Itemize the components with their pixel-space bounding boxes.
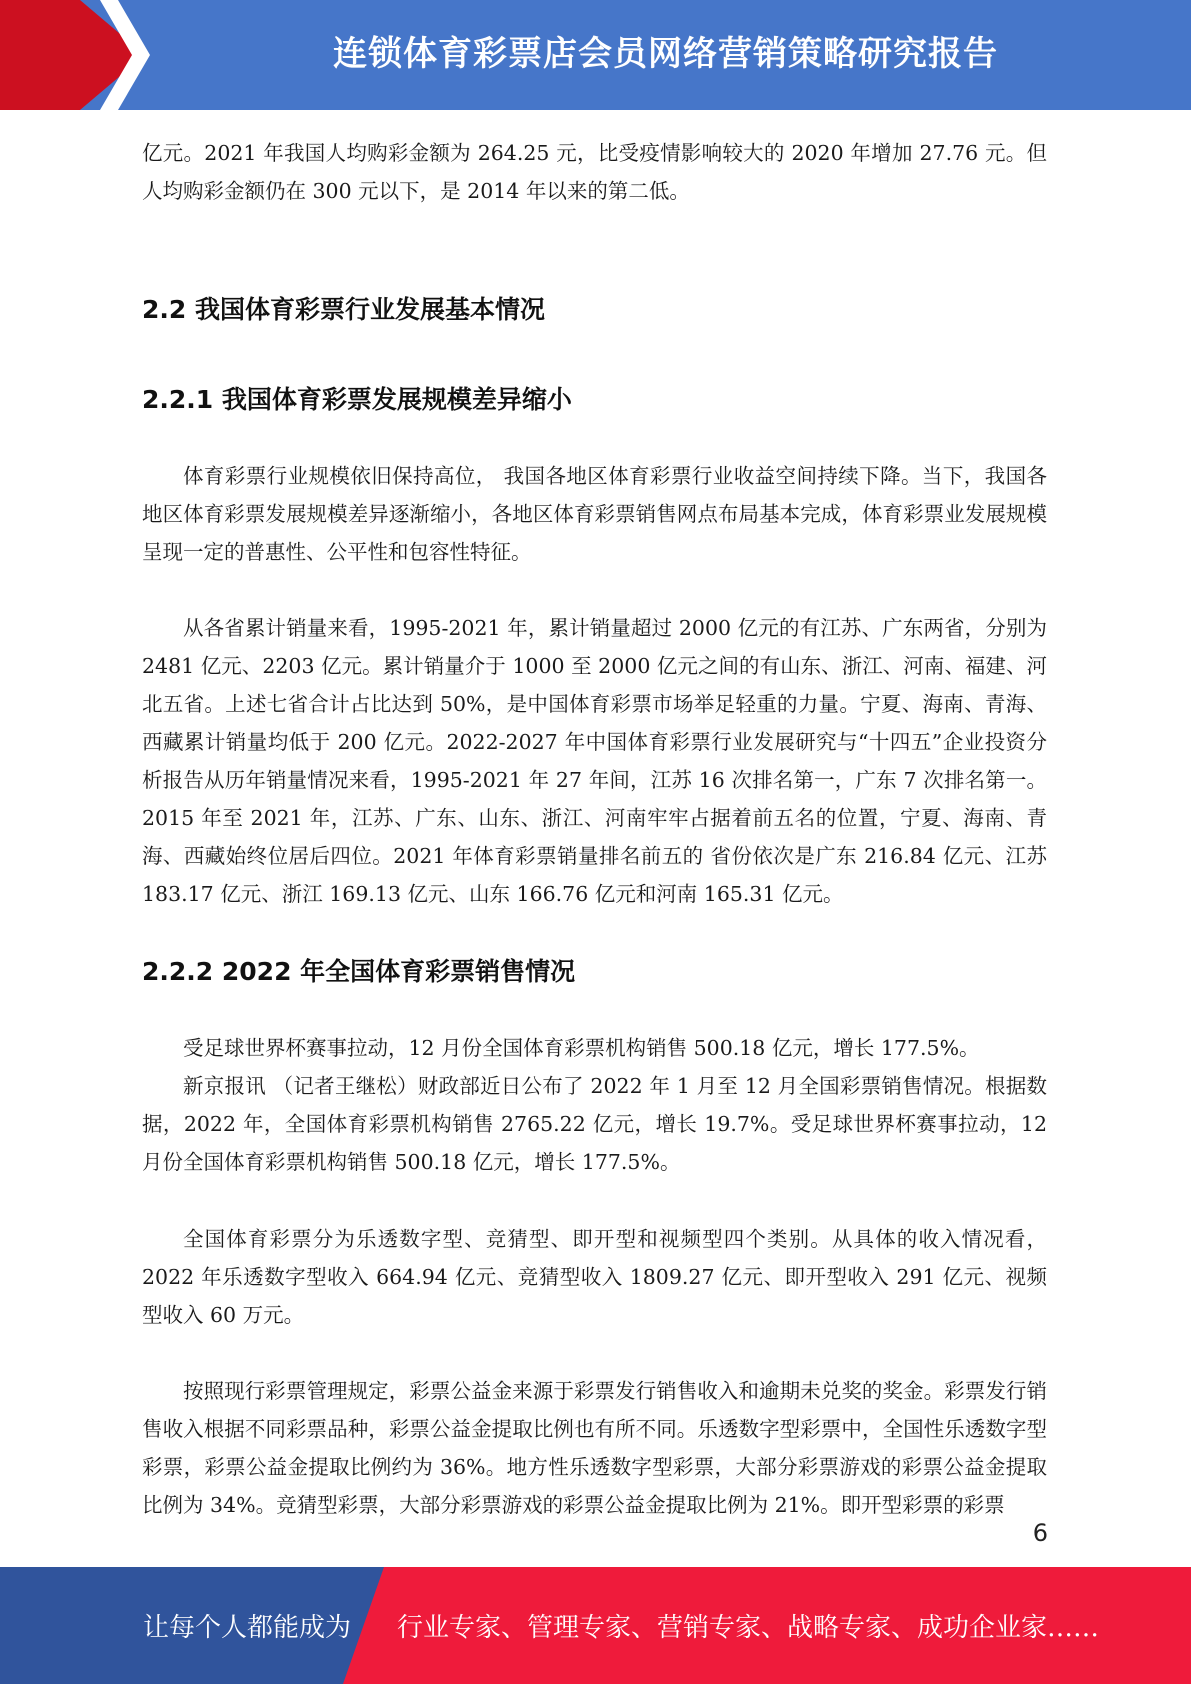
page-header-title: 连锁体育彩票店会员网络营销策略研究报告 bbox=[333, 34, 998, 74]
paragraph-worldcup: 受足球世界杯赛事拉动，12 月份全国体育彩票机构销售 500.18 亿元，增长 177.5%。 bbox=[183, 1036, 980, 1060]
section-heading-2-2-1: 2.2.1 我国体育彩票发展规模差异缩小 bbox=[142, 385, 572, 414]
intro-paragraph: 亿元。2021 年我国人均购彩金额为 264.25 元，比受疫情影响较大的 2020 年增加 27.76 元。但人均购彩金额仍在 300 元以下，是 2014 年以来的第二低。 bbox=[142, 141, 1047, 203]
page-number: 6 bbox=[1032, 1519, 1048, 1547]
paragraph-categories: 全国体育彩票分为乐透数字型、竞猜型、即开型和视频型四个类别。从具体的收入情况看，2022 年乐透数字型收入 664.94 亿元、竞猜型收入 1809.27 亿元、即开型收入 291 亿元、视频型收入 60 万元。 bbox=[142, 1227, 1047, 1327]
section-heading-2-2-2: 2.2.2 2022 年全国体育彩票销售情况 bbox=[142, 957, 576, 986]
footer-slogan-right: 行业专家、管理专家、营销专家、战略专家、成功企业家…… bbox=[397, 1613, 1100, 1643]
paragraph-scale: 体育彩票行业规模依旧保持高位， 我国各地区体育彩票行业收益空间持续下降。当下，我国各地区体育彩票发展规模差异逐渐缩小，各地区体育彩票销售网点布局基本完成，体育彩票业发展规模呈现一定的普惠性、公平性和包容性特征。 bbox=[142, 464, 1047, 564]
paragraph-public-welfare: 按照现行彩票管理规定，彩票公益金来源于彩票发行销售收入和逾期未兑奖的奖金。彩票发行销售收入根据不同彩票品种，彩票公益金提取比例也有所不同。乐透数字型彩票中，全国性乐透数字型彩票，彩票公益金提取比例约为 36%。地方性乐透数字型彩票，大部分彩票游戏的彩票公益金提取比例为 34%。竞猜型彩票，大部分彩票游戏的彩票公益金提取比例为 21%。即开型彩票的彩票 bbox=[142, 1379, 1047, 1517]
section-heading-2-2: 2.2 我国体育彩票行业发展基本情况 bbox=[142, 295, 545, 324]
header-banner bbox=[0, 0, 1191, 110]
paragraph-xinjing-report: 新京报讯 （记者王继松）财政部近日公布了 2022 年 1 月至 12 月全国彩票销售情况。根据数据，2022 年，全国体育彩票机构销售 2765.22 亿元，增长 19.7%。受足球世界杯赛事拉动，12 月份全国体育彩票机构销售 500.18 亿元，增长 177.5%。 bbox=[142, 1074, 1047, 1174]
footer-banner bbox=[0, 1567, 1191, 1684]
paragraph-provinces: 从各省累计销量来看，1995-2021 年，累计销量超过 2000 亿元的有江苏、广东两省，分别为 2481 亿元、2203 亿元。累计销量介于 1000 至 2000 亿元之间的有山东、浙江、河南、福建、河北五省。上述七省合计占比达到 50%，是中国体育彩票市场举足轻重的力量。宁夏、海南、青海、西藏累计销量均低于 200 亿元。2022-2027 年中国体育彩票行业发展研究与“十四五”企业投资分析报告从历年销量情况来看，1995-2021 年 27 年间，江苏 16 次排名第一，广东 7 次排名第一。2015 年至 2021 年，江苏、广东、山东、浙江、河南牢牢占据着前五名的位置，宁夏、海南、青海、西藏始终位居后四位。2021 年体育彩票销量排名前五的 省份依次是广东 216.84 亿元、江苏 183.17 亿元、浙江 169.13 亿元、山东 166.76 亿元和河南 165.31 亿元。 bbox=[142, 616, 1047, 906]
footer-slogan-left: 让每个人都能成为 bbox=[143, 1613, 352, 1643]
